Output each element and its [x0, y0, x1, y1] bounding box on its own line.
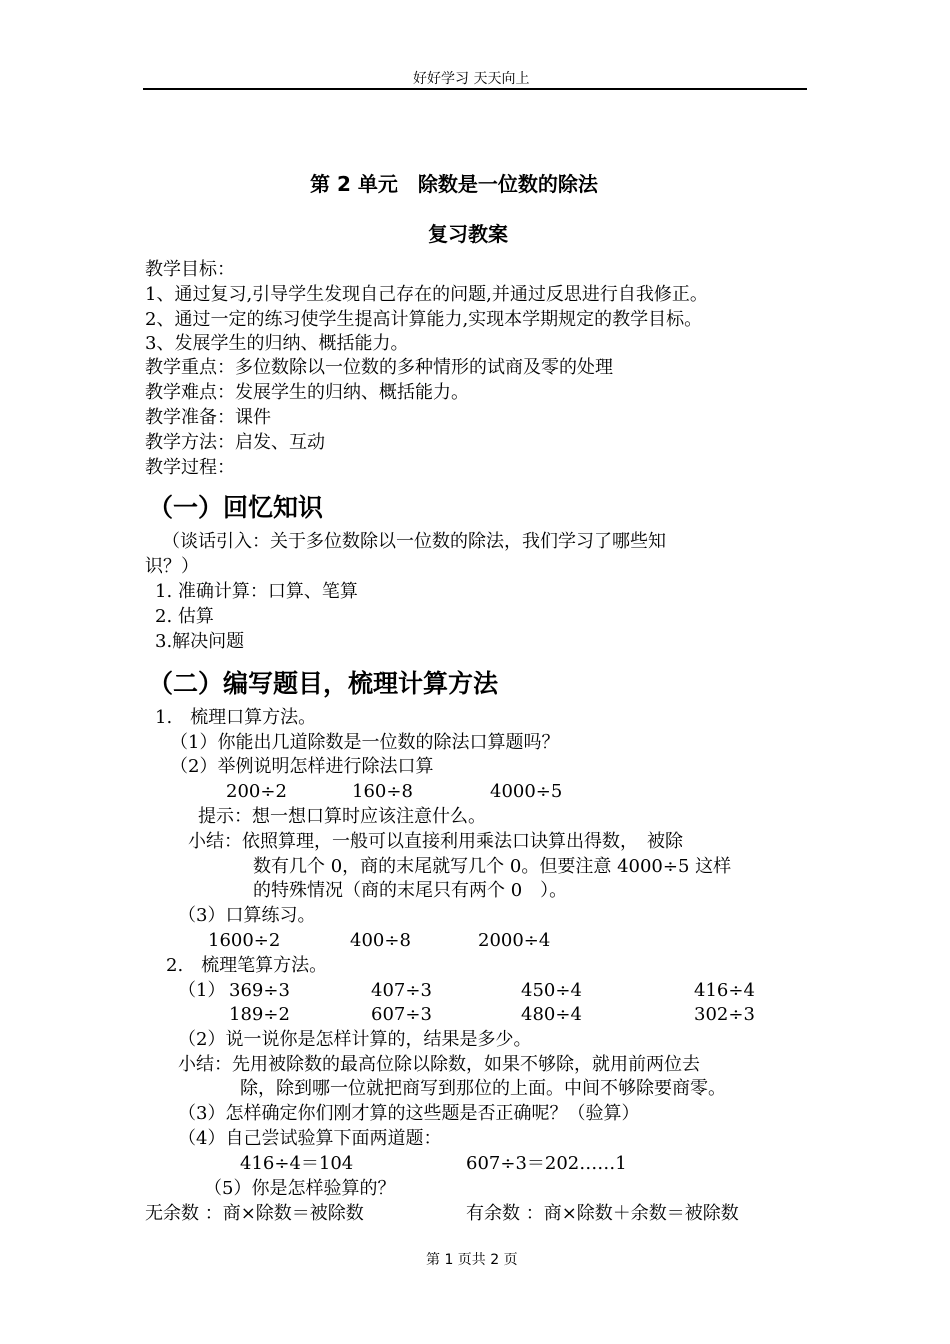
recall-item-3: 3.解决问题: [155, 631, 245, 652]
oral-practice-item: 2000÷4: [478, 930, 551, 951]
oral-question-1: （1）你能出几道除数是一位数的除法口算题吗？: [170, 732, 560, 753]
oral-example: 200÷2: [226, 781, 287, 802]
goal-1: 1、通过复习,引导学生发现自己存在的问题,并通过反思进行自我修正。: [145, 284, 708, 305]
teaching-preparation: 教学准备：课件: [145, 407, 271, 428]
header-rule: [143, 88, 807, 90]
written-summary-line-1: 小结：先用被除数的最高位除以除数，如果不够除，就用前两位去: [178, 1054, 700, 1075]
teaching-difficulty: 教学难点：发展学生的归纳、概括能力。: [145, 382, 469, 403]
goal-2: 2、通过一定的练习使学生提高计算能力,实现本学期规定的教学目标。: [145, 309, 703, 330]
recall-item-1: 1. 准确计算：口算、笔算: [155, 581, 358, 602]
oral-example: 160÷8: [352, 781, 413, 802]
check-example-1: 416÷4＝104: [240, 1153, 354, 1174]
written-example: 189÷2: [229, 1004, 290, 1025]
written-example-prefix: （1）: [178, 980, 226, 1001]
oral-practice-item: 400÷8: [350, 930, 411, 951]
teaching-process: 教学过程：: [145, 457, 235, 478]
written-method-title: 2. 梳理笔算方法。: [166, 955, 328, 976]
oral-hint: 提示：想一想口算时应该注意什么。: [198, 806, 486, 827]
oral-question-3: （3）口算练习。: [178, 905, 316, 926]
written-question-5: （5）你是怎样验算的？: [204, 1178, 396, 1199]
written-question-4: （4）自己尝试验算下面两道题：: [178, 1128, 442, 1149]
teaching-method: 教学方法：启发、互动: [145, 432, 325, 453]
oral-question-2: （2）举例说明怎样进行除法口算: [170, 756, 434, 777]
recall-item-2: 2. 估算: [155, 606, 214, 627]
oral-summary-line-2: 数有几个 0，商的末尾就写几个 0。但要注意 4000÷5 这样: [253, 856, 732, 877]
written-example: 416÷4: [694, 980, 755, 1001]
oral-practice-item: 1600÷2: [208, 930, 281, 951]
talk-line-1: （谈话引入：关于多位数除以一位数的除法，我们学习了哪些知: [162, 531, 666, 552]
page-header: 好好学习 天天向上: [413, 71, 530, 87]
written-example: 450÷4: [521, 980, 582, 1001]
oral-method-title: 1. 梳理口算方法。: [155, 707, 317, 728]
oral-summary-line-3: 的特殊情况（商的末尾只有两个 0 ）。: [253, 880, 568, 901]
written-example: 302÷3: [694, 1004, 755, 1025]
page-footer: 第 1 页共 2 页: [426, 1252, 518, 1268]
written-question-2: （2）说一说你是怎样计算的，结果是多少。: [178, 1029, 532, 1050]
check-example-2: 607÷3＝202……1: [466, 1153, 627, 1174]
written-example: 480÷4: [521, 1004, 582, 1025]
written-example: 607÷3: [371, 1004, 432, 1025]
talk-line-2: 识？）: [145, 556, 199, 577]
rule-with-remainder: 有余数 ：商×除数＋余数＝被除数: [466, 1203, 739, 1224]
goal-3: 3、发展学生的归纳、概括能力。: [145, 333, 409, 354]
rule-no-remainder: 无余数 ：商×除数＝被除数: [145, 1203, 364, 1224]
written-example: 407÷3: [371, 980, 432, 1001]
section-1-heading: （一）回忆知识: [148, 493, 324, 522]
document-title: 第 2 单元 除数是一位数的除法: [310, 172, 598, 196]
oral-example: 4000÷5: [490, 781, 563, 802]
goals-label: 教学目标：: [145, 259, 235, 280]
teaching-focus: 教学重点：多位数除以一位数的多种情形的试商及零的处理: [145, 357, 613, 378]
document-subtitle: 复习教案: [428, 222, 508, 246]
written-summary-line-2: 除，除到哪一位就把商写到那位的上面。中间不够除要商零。: [240, 1078, 726, 1099]
written-example: 369÷3: [229, 980, 290, 1001]
written-question-3: （3）怎样确定你们刚才算的这些题是否正确呢？（验算）: [178, 1103, 640, 1124]
oral-summary-line-1: 小结：依照算理，一般可以直接利用乘法口诀算出得数， 被除: [188, 831, 683, 852]
section-2-heading: （二）编写题目，梳理计算方法: [148, 669, 499, 698]
